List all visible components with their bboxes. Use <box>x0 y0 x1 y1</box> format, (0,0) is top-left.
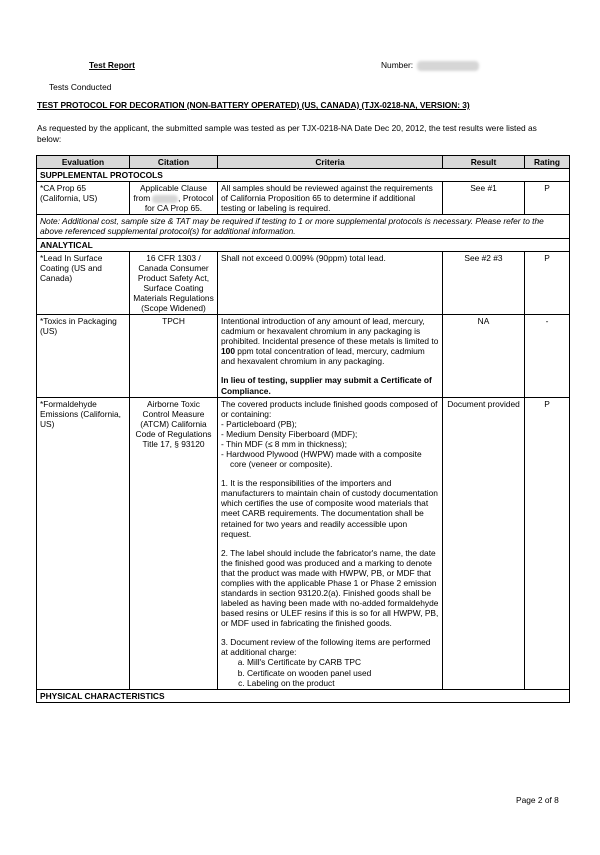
header-evaluation: Evaluation <box>37 156 130 169</box>
criteria-intro: The covered products include finished goods composed of or containing: <box>221 398 438 419</box>
list-item: a. Mill's Certificate by CARB TPC <box>247 657 439 667</box>
header-rating: Rating <box>525 156 570 169</box>
intro-text: As requested by the applicant, the submitted sample was tested as per TJX-0218-NA Date Dec 20, 2012, the test results were listed as below: <box>37 123 537 144</box>
criteria-paragraph <box>221 316 439 366</box>
tests-conducted-heading: Tests Conducted <box>49 82 112 92</box>
note-text: Note: Additional cost, sample size & TAT may be required if testing to 1 or more supplemental protocols is necessary. Please refer to the above referenced supplemental protocol(s) for additional information. <box>37 215 570 238</box>
result-cell: Document provided <box>443 397 525 689</box>
evaluation-cell: *CA Prop 65 (California, US) <box>37 182 130 215</box>
section-physical <box>37 689 570 702</box>
section-label: ANALYTICAL <box>37 238 570 251</box>
citation-text: , Protocol for CA Prop 65. <box>144 193 214 214</box>
table-row <box>37 315 570 398</box>
criteria-paragraph-2: 2. The label should include the fabricator's name, the date the finished good was produced and a marking to denote that the product was made with HWPW, PB, or MDF that complies with the applicable Phase 1 or Phase 2 emission standards in section 93120.2(a). Finished goods shall be labeled as having been made with no-added formaldehyde based resins or ULEF resins if this is so for all HWPW, PB, or MDF used in fabricating the finished goods. <box>221 547 439 629</box>
header-citation: Citation <box>130 156 218 169</box>
criteria-lieu: In lieu of testing, supplier may submit a Certificate of Compliance. <box>221 375 432 396</box>
rating-cell: - <box>525 315 570 398</box>
report-title: Test Report <box>89 60 135 70</box>
section-supplemental <box>37 169 570 182</box>
redacted-number <box>417 61 479 71</box>
section-label: SUPPLEMENTAL PROTOCOLS <box>37 169 570 182</box>
page-number: Page 2 of 8 <box>516 795 559 805</box>
citation-cell: Airborne Toxic Control Measure (ATCM) California Code of Regulations Title 17, § 93120 <box>130 397 218 689</box>
criteria-paragraph-3: 3. Document review of the following items are performed at additional charge: <box>221 637 431 658</box>
covered-products-list <box>221 419 439 469</box>
table-header-row <box>37 156 570 169</box>
citation-cell: TPCH <box>130 315 218 398</box>
criteria-cell <box>218 315 443 398</box>
report-number <box>381 60 479 71</box>
evaluation-cell: *Lead In Surface Coating (US and Canada) <box>37 251 130 314</box>
table-row <box>37 397 570 689</box>
table-row <box>37 251 570 314</box>
criteria-paragraph-1: 1. It is the responsibilities of the importers and manufacturers to maintain chain of custody documentation which certifies the use of composite wood materials that meet CARB requirements. The documentation shall be retained for two years and readily accessible upon request. <box>221 478 438 539</box>
section-analytical <box>37 238 570 251</box>
criteria-cell: Shall not exceed 0.009% (90ppm) total lead. <box>218 251 443 314</box>
criteria-cell <box>218 397 443 689</box>
result-cell: See #1 <box>443 182 525 215</box>
citation-text: Applicable Clause from <box>133 183 208 204</box>
section-label: PHYSICAL CHARACTERISTICS <box>37 689 570 702</box>
citation-cell: 16 CFR 1303 / Canada Consumer Product Safety Act, Surface Coating Materials Regulations (Scope Widened) <box>130 251 218 314</box>
criteria-cell: All samples should be reviewed against the requirements of California Proposition 65 to determine if additional testing or labeling is required. <box>218 182 443 215</box>
document-review-list <box>221 657 439 687</box>
redacted-text <box>152 195 178 203</box>
criteria-text: Intentional introduction of any amount of lead, mercury, cadmium or hexavalent chromium in any packaging is prohibited. Incidental presence of these metals is limited to <box>221 316 439 347</box>
header-criteria: Criteria <box>218 156 443 169</box>
header-result: Result <box>443 156 525 169</box>
criteria-text: ppm total concentration of lead, mercury, cadmium and hexavalent chromium in any packaging. <box>221 346 425 367</box>
evaluation-cell: *Toxics in Packaging (US) <box>37 315 130 398</box>
result-cell: See #2 #3 <box>443 251 525 314</box>
list-item: - Medium Density Fiberboard (MDF); <box>221 428 358 439</box>
protocol-title: TEST PROTOCOL FOR DECORATION (NON-BATTERY OPERATED) (US, CANADA) (TJX-0218-NA, VERSION: 3) <box>37 100 470 110</box>
list-item: c. Labeling on the product <box>247 678 439 688</box>
criteria-limit: 100 <box>221 346 235 357</box>
rating-cell: P <box>525 182 570 215</box>
number-label: Number: <box>381 60 414 70</box>
citation-cell <box>130 182 218 215</box>
list-item: - Hardwood Plywood (HWPW) made with a composite core (veneer or composite). <box>221 449 422 470</box>
rating-cell: P <box>525 251 570 314</box>
rating-cell: P <box>525 397 570 689</box>
result-cell: NA <box>443 315 525 398</box>
note-row <box>37 215 570 238</box>
list-item: b. Certificate on wooden panel used <box>247 668 439 678</box>
table-row <box>37 182 570 215</box>
list-item: - Particleboard (PB); <box>221 418 297 429</box>
list-item: - Thin MDF (≤ 8 mm in thickness); <box>221 438 347 449</box>
results-table <box>36 155 570 703</box>
evaluation-cell: *Formaldehyde Emissions (California, US) <box>37 397 130 689</box>
